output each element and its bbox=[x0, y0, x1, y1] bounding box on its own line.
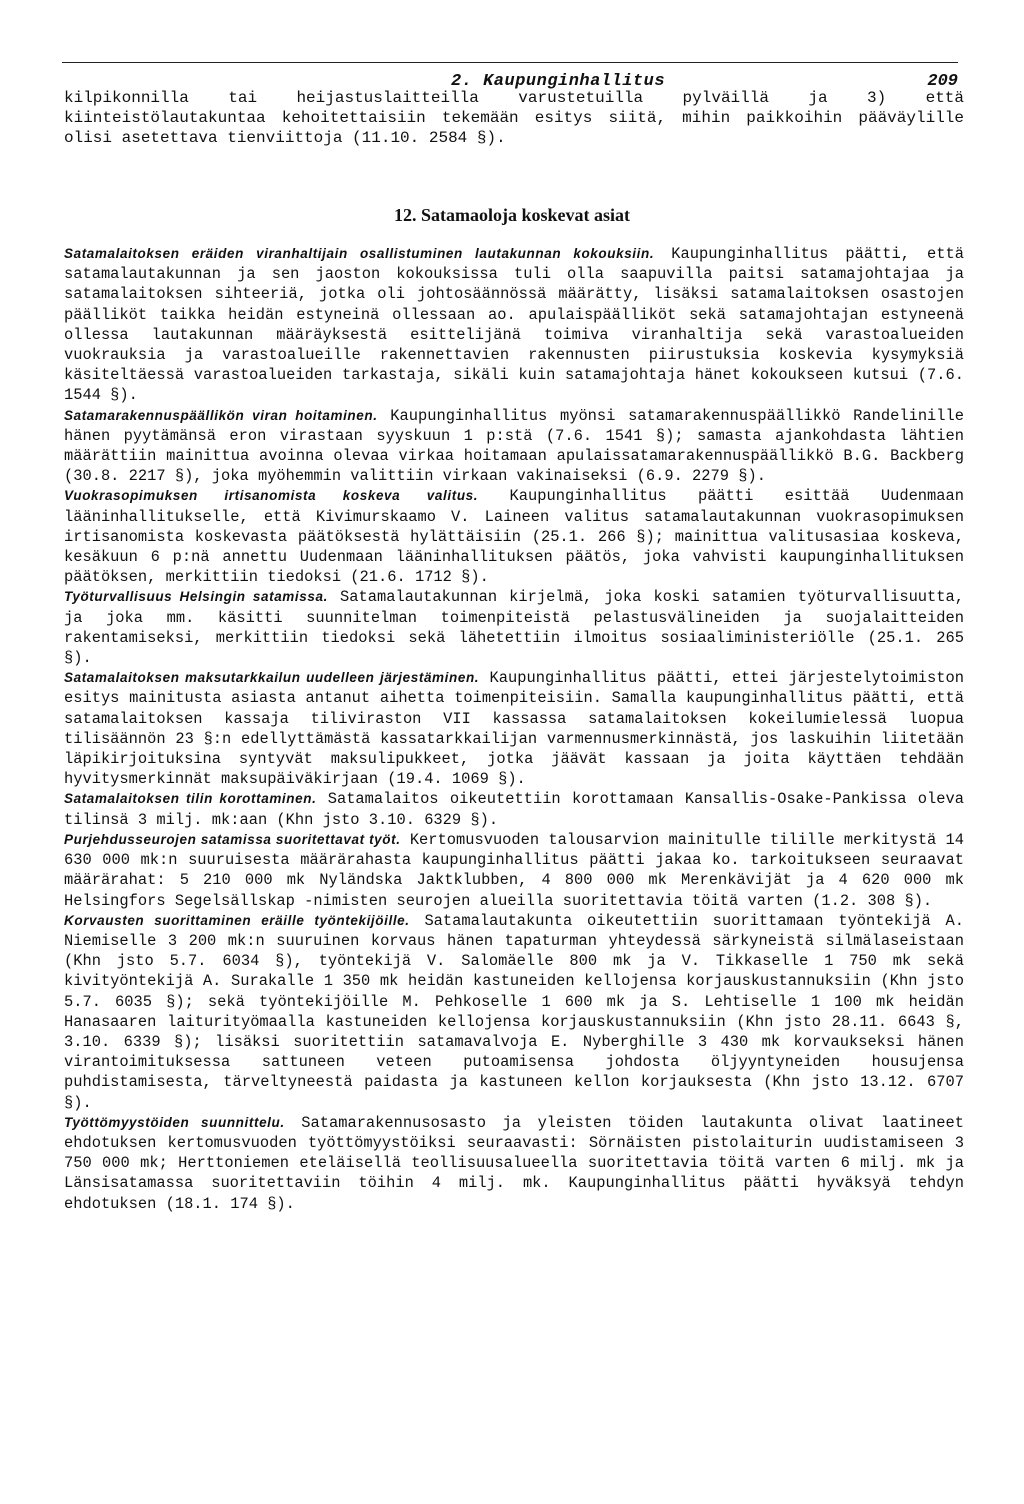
paragraph-text: Satamalautakunnan kirjelmä, joka koski satamien työturvallisuutta, ja joka mm. käsitti suunnitelman toimenpiteistä pelastusvälineiden ja suojalaitteiden rakentamiseksi, merkittiin tiedoksi sekä lähetettiin ilmoitus sosiaaliministeriölle (25.1. 265 §). bbox=[64, 588, 964, 668]
section-heading: 12. Satamaoloja koskevat asiat bbox=[393, 205, 630, 225]
body-text bbox=[64, 244, 964, 1214]
paragraph bbox=[64, 1113, 964, 1214]
paragraph-text: Satamarakennusosasto ja yleisten töiden lautakunta olivat laatineet ehdotuksen kertomusvuoden työttömyystöiksi seuraavasti: Sörnäisten pistolaiturin uudistamiseen 3 750 000 mk; Herttoniemen eteläisellä teollisuusalueella suoritettavia töitä varten 6 milj. mk ja Länsisatamassa suoritettaviin töihin 4 milj. mk. Kaupunginhallitus päätti hyväksyä tehdyn ehdotuksen (18.1. 174 §). bbox=[64, 1113, 964, 1213]
paragraph-title: Vuokrasopimuksen irtisanomista koskeva valitus. bbox=[64, 488, 479, 504]
paragraph bbox=[64, 911, 964, 1113]
paragraph-text: Kaupunginhallitus myönsi satamarakennuspäällikkö Randelinille hänen pyytämänsä eron virastaan syyskuun 1 p:stä (7.6. 1541 §); samasta ajankohdasta lähtien määrättiin mainittua avoinna olevaa virkaa hoitamaan apulaissatamarakennuspäällikkö B.G. Backberg (30.8. 2217 §), joka myöhemmin valittiin virkaan vakinaiseksi (6.9. 2279 §). bbox=[64, 406, 964, 486]
paragraph bbox=[64, 406, 964, 487]
paragraph bbox=[64, 244, 964, 406]
paragraph-title: Satamarakennuspäällikön viran hoitaminen. bbox=[64, 407, 378, 423]
paragraph-text: Satamalautakunta oikeutettiin suorittamaan työntekijä A. Niemiselle 3 200 mk:n suuruinen korvaus hänen tapaturman yhteydessä särkyneistä silmälaseistaan (Khn jsto 5.7. 6034 §), työntekijä V. Salomäelle 800 mk ja V. Tikkaselle 1 750 mk sekä kivityöntekijä A. Surakalle 1 350 mk heidän kastuneiden kellojensa korjauskustannuksiin (Khn jsto 5.7. 6035 §); sekä työntekijöille M. Pehkoselle 1 600 mk ja S. Lehtiselle 1 100 mk heidän Hanasaaren laiturityömaalla kastuneiden kellojensa korjauskustannuksiin (Khn jsto 28.11. 6643 §, 3.10. 6339 §); lisäksi suoritettiin satamavalvoja E. Nyberghille 3 430 mk korvaukseksi hänen virantoimituksessa sattuneen veteen putoamisensa johdosta öljyyntyneiden housujensa puhdistamisesta, tärveltyneestä paidasta ja kastuneen kellon korjauksesta (Khn jsto 13.12. 6707 §). bbox=[64, 911, 964, 1112]
paragraph-text: Satamalaitos oikeutettiin korottamaan Kansallis-Osake-Pankissa oleva tilinsä 3 milj. mk:aan (Khn jsto 3.10. 6329 §). bbox=[64, 790, 964, 829]
paragraph bbox=[64, 789, 964, 829]
paragraph-text: Kaupunginhallitus päätti, että satamalautakunnan ja sen jaoston kokouksissa tuli olla saapuvilla paitsi satamajohtajaa ja satamalaitoksen sihteeriä, jotka oli johtosäännössä määrätty, lisäksi satamalaitoksen osastojen päälliköt taikka heidän estyneinä ollessaan ao. apulaispäälliköt sekä satamajohtajan estyneenä ollessa lautakunnan määräyksestä esittelijänä toimiva viranhaltija sekä varastoalueiden vuokrauksia ja varastoalueille rakennettavien rakennusten piirustuksia koskevia kysymyksiä käsiteltäessä varastoalueiden tarkastaja, sikäli kuin satamajohtaja hänet kokoukseen kutsui (7.6. 1544 §). bbox=[64, 245, 964, 405]
intro-paragraph: kilpikonnilla tai heijastuslaitteilla varustetuilla pylväillä ja 3) että kiinteistölautakuntaa kehoitettaisiin tekemään esitys siitä, mihin paikkoihin pääväylille olisi asetettava tienviittoja (11.10. 2584 §). bbox=[64, 89, 964, 147]
paragraph bbox=[64, 668, 964, 789]
paragraph-text: Kaupunginhallitus päätti, ettei järjestelytoimiston esitys mainitusta asiasta antanut aihetta toimenpiteisiin. Samalla kaupunginhallitus päätti, että satamalaitoksen kassaja tiliviraston VII kassassa satamalaitoksen kokeilumielessä luopua tilisäännön 23 §:n edellyttämästä kassatarkkailijan varmennusmerkinnästä, jos laskuihin liitetään läpikirjoituksina syntyvät maksulipukkeet, jotka jäävät kassaan ja joita käyttäen tehdään hyvitysmerkinnät maksupäiväkirjaan (19.4. 1069 §). bbox=[64, 669, 964, 789]
paragraph-title: Satamalaitoksen eräiden viranhaltijain osallistuminen lautakunnan kokouksiin. bbox=[64, 246, 655, 261]
paragraph-title: Satamalaitoksen tilin korottaminen. bbox=[64, 791, 317, 807]
paragraph-title: Työturvallisuus Helsingin satamissa. bbox=[64, 589, 328, 605]
paragraph bbox=[64, 486, 964, 587]
running-head bbox=[62, 36, 958, 91]
paragraph bbox=[64, 830, 964, 911]
paragraph-title: Purjehdusseurojen satamissa suoritettavat työt. bbox=[64, 831, 401, 847]
paragraph-text: Kertomusvuoden talousarvion mainitulle tilille merkitystä 14 630 000 mk:n suuruisesta määrärahasta kaupunginhallitus päätti jakaa ko. tarkoitukseen seuraavat määrärahat: 5 210 000 mk Nyländska Jaktklubben, 4 800 000 mk Merenkävijät ja 4 620 000 mk Helsingfors Segelsällskap -nimisten seurojen alueilla suoritettavia töitä varten (1.2. 308 §). bbox=[64, 830, 965, 910]
paragraph-title: Korvausten suorittaminen eräille työntekijöille. bbox=[64, 912, 410, 928]
paragraph-text: Kaupunginhallitus päätti esittää Uudenmaan lääninhallitukselle, että Kivimurskaamo V. Laineen valitus satamalautakunnan vuokrasopimuksen irtisanomista koskevasta päätöksestä hylättäisiin (25.1. 266 §); mainittua valitusasiaa koskeva, kesäkuun 6 p:nä annettu Uudenmaan lääninhallituksen päätös, joka vahvisti kaupunginhallituksen päätöksen, merkittiin tiedoksi (21.6. 1712 §). bbox=[64, 487, 964, 587]
paragraph bbox=[64, 587, 964, 668]
paragraph-title: Satamalaitoksen maksutarkkailun uudelleen järjestäminen. bbox=[64, 670, 480, 686]
page-number: 209 bbox=[927, 72, 958, 91]
section-title: 2. Kaupunginhallitus bbox=[451, 72, 666, 91]
paragraph-title: Työttömyystöiden suunnittelu. bbox=[64, 1114, 285, 1130]
